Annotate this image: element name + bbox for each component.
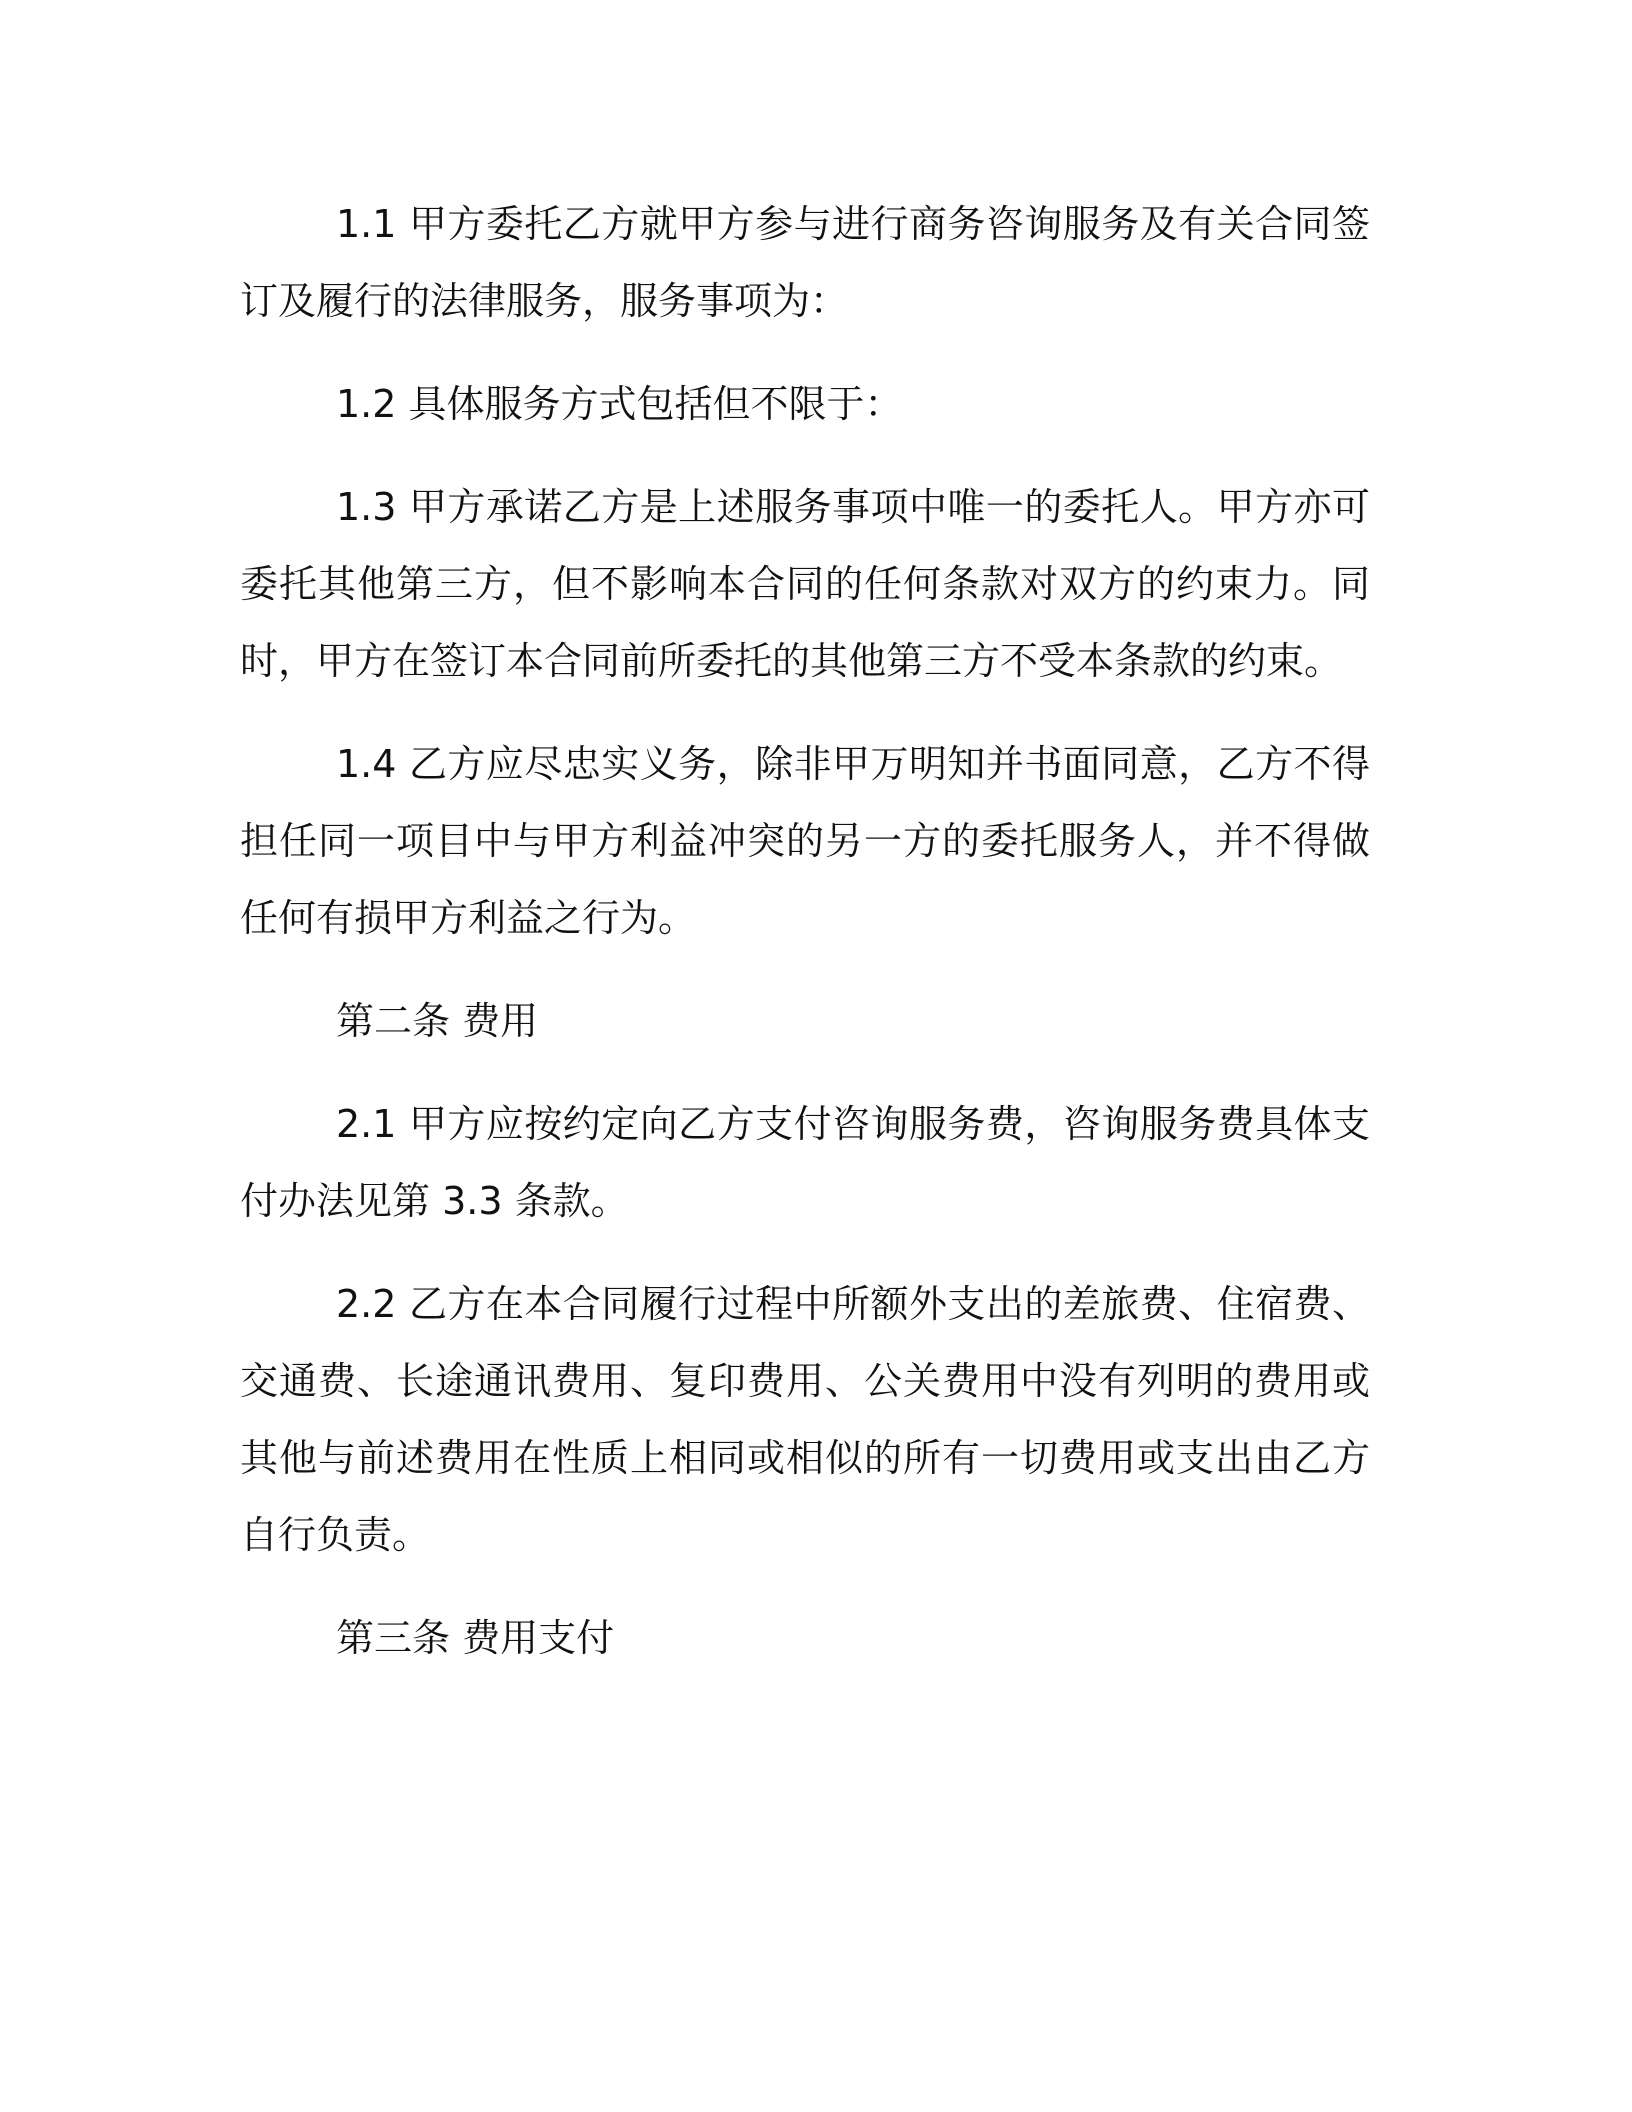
clause-2-1: 2.1 甲方应按约定向乙方支付咨询服务费，咨询服务费具体支付办法见第 3.3 条款。 — [240, 1102, 1370, 1223]
clause-1-4: 1.4 乙方应尽忠实义务，除非甲万明知并书面同意，乙方不得担任同一项目中与甲方利益冲突的另一方的委托服务人，并不得做任何有损甲方利益之行为。 — [240, 742, 1370, 940]
clause-1-3: 1.3 甲方承诺乙方是上述服务事项中唯一的委托人。甲方亦可委托其他第三方，但不影响本合同的任何条款对双方的约束力。同时，甲方在签订本合同前所委托的其他第三方不受本条款的约束。 — [240, 485, 1370, 683]
clause-1-1: 1.1 甲方委托乙方就甲方参与进行商务咨询服务及有关合同签订及履行的法律服务，服务事项为： — [240, 202, 1370, 323]
article-3-heading: 第三条 费用支付 — [336, 1616, 615, 1660]
document-body — [240, 186, 1370, 1703]
clause-2-2: 2.2 乙方在本合同履行过程中所额外支出的差旅费、住宿费、交通费、长途通讯费用、复印费用、公关费用中没有列明的费用或其他与前述费用在性质上相同或相似的所有一切费用或支出由乙方自行负责。 — [240, 1282, 1370, 1557]
clause-1-2: 1.2 具体服务方式包括但不限于： — [336, 382, 903, 426]
article-2-heading: 第二条 费用 — [336, 999, 539, 1043]
